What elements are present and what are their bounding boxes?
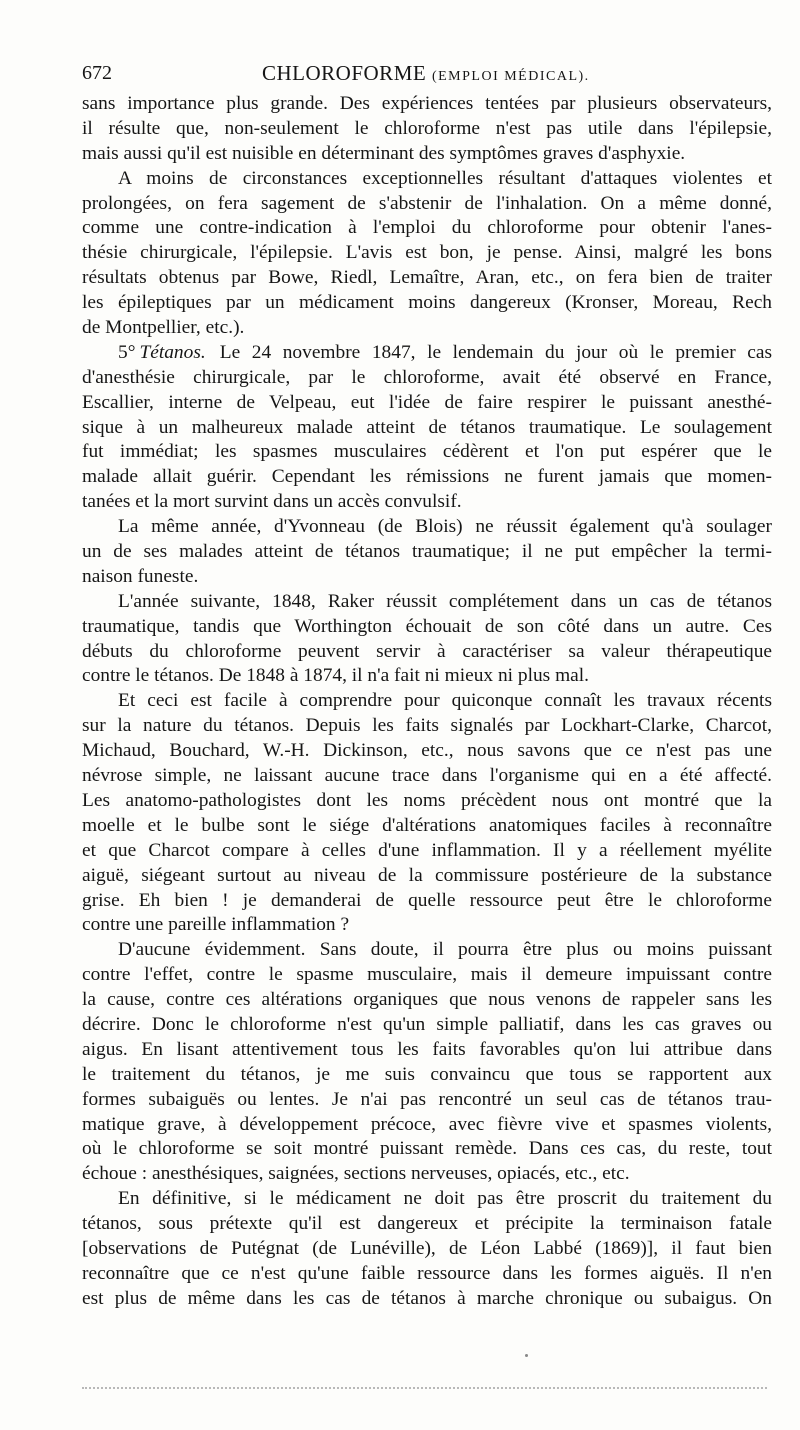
text-line: traumatique, tandis que Worthington échouait de son côté dans un autre. Ces [82, 615, 772, 637]
page-bottom-rule [82, 1387, 767, 1389]
text-line: comme une contre-indication à l'emploi du chloroforme pour obtenir l'anes- [82, 217, 772, 239]
text-line: malade allait guérir. Cependant les rémissions ne furent jamais que momen- [82, 466, 772, 488]
text-line: où le chloroforme se soit montré puissant remède. Dans ces cas, du reste, tout [82, 1138, 772, 1160]
running-title [262, 56, 590, 94]
section-number: 5° [118, 341, 136, 363]
text-line: tanées et la mort survint dans un accès convulsif. [82, 491, 462, 513]
text-line: échoue : anesthésiques, saignées, sections nerveuses, opiacés, etc., etc. [82, 1163, 630, 1185]
paragraph-first-line: D'aucune évidemment. Sans doute, il pourra être plus ou moins puissant [118, 939, 772, 961]
text-line: matique grave, à développement précoce, avec fièvre vive et spasmes violents, [82, 1113, 772, 1135]
paragraph-first-line: La même année, d'Yvonneau (de Blois) ne réussit également qu'à soulager [118, 516, 772, 538]
paragraph-first-line: En définitive, si le médicament ne doit pas être proscrit du traitement du [118, 1188, 772, 1210]
text-line: contre l'effet, contre le spasme musculaire, mais il demeure impuissant contre [82, 964, 772, 986]
text-line: un de ses malades atteint de tétanos traumatique; il ne put empêcher la termi- [82, 541, 772, 563]
print-speck [525, 1354, 528, 1357]
text-line: formes subaiguës ou lentes. Je n'ai pas rencontré un seul cas de tétanos trau- [82, 1088, 772, 1110]
text-line: d'anesthésie chirurgicale, par le chloroforme, avait été observé en France, [82, 366, 772, 388]
text-line: grise. Eh bien ! je demanderai de quelle ressource peut être le chloroforme [82, 889, 772, 911]
section-first-line-text: Le 24 novembre 1847, le lendemain du jour où le premier cas [219, 341, 772, 363]
running-title-subtitle: (EMPLOI MÉDICAL). [431, 69, 590, 84]
paragraph-first-line: Et ceci est facile à comprendre pour quiconque connaît les travaux récents [118, 690, 772, 712]
text-line: aiguë, siégeant surtout au niveau de la commissure postérieure de la substance [82, 864, 772, 886]
text-line: reconnaître que ce n'est qu'une faible ressource dans les formes aiguës. Il n'en [82, 1262, 772, 1284]
text-line: contre le tétanos. De 1848 à 1874, il n'a fait ni mieux ni plus mal. [82, 665, 589, 687]
paragraph-first-line: A moins de circonstances exceptionnelles résultant d'attaques violentes et [118, 167, 772, 189]
text-line: tétanos, sous prétexte qu'il est dangereux et précipite la terminaison fatale [82, 1213, 772, 1235]
text-line: naison funeste. [82, 565, 199, 587]
text-line: Michaud, Bouchard, W.-H. Dickinson, etc., nous savons que ce n'est pas une [82, 740, 772, 762]
section-heading-line [82, 341, 772, 366]
text-line: débuts du chloroforme peuvent servir à caractériser sa valeur thérapeutique [82, 640, 772, 662]
text-line: fut immédiat; les spasmes musculaires cédèrent et l'on put espérer que le [82, 441, 772, 463]
text-line: il résulte que, non-seulement le chloroforme n'est pas utile dans l'épilepsie, [82, 117, 772, 139]
text-line: de Montpellier, etc.). [82, 317, 245, 339]
text-line: Escallier, interne de Velpeau, eut l'idée de faire respirer le puissant anesthé- [82, 391, 772, 413]
paragraph-first-line: L'année suivante, 1848, Raker réussit complétement dans un cas de tétanos [118, 590, 772, 612]
text-line: thésie chirurgicale, l'épilepsie. L'avis est bon, je pense. Ainsi, malgré les bons [82, 242, 772, 264]
text-line: est plus de même dans les cas de tétanos à marche chronique ou subaigus. On [82, 1287, 772, 1309]
section-title: Tétanos. [139, 341, 206, 363]
text-line: les épileptiques par un médicament moins dangereux (Kronser, Moreau, Rech [82, 292, 772, 314]
text-line: la cause, contre ces altérations organiques que nous venons de rappeler sans les [82, 989, 772, 1011]
text-line: prolongées, on fera sagement de s'abstenir de l'inhalation. On a même donné, [82, 192, 772, 214]
text-line: névrose simple, ne laissant aucune trace dans l'organisme qui en a été affecté. [82, 765, 772, 787]
text-line: Les anatomo-pathologistes dont les noms précèdent nous ont montré que la [82, 789, 772, 811]
text-line: sique à un malheureux malade atteint de tétanos traumatique. Le soulagement [82, 416, 772, 438]
text-line: décrire. Donc le chloroforme n'est qu'un simple palliatif, dans les cas graves ou [82, 1013, 772, 1035]
text-line: résultats obtenus par Bowe, Riedl, Lemaître, Aran, etc., on fera bien de traiter [82, 267, 772, 289]
text-line: mais aussi qu'il est nuisible en déterminant des symptômes graves d'asphyxie. [82, 142, 686, 164]
running-title-main: CHLOROFORME [262, 61, 427, 85]
text-line: sur la nature du tétanos. Depuis les faits signalés par Lockhart-Clarke, Charcot, [82, 715, 772, 737]
text-line: le traitement du tétanos, je me suis convaincu que tous se rapportent aux [82, 1063, 772, 1085]
body-text [82, 92, 772, 1312]
text-line: et que Charcot compare à celles d'une inflammation. Il y a réellement myélite [82, 839, 772, 861]
text-line: sans importance plus grande. Des expériences tentées par plusieurs observateurs, [82, 93, 772, 114]
text-line: moelle et le bulbe sont le siége d'altérations anatomiques faciles à reconnaître [82, 814, 772, 836]
page-number: 672 [82, 62, 112, 84]
text-line: [observations de Putégnat (de Lunéville), de Léon Labbé (1869)], il faut bien [82, 1237, 772, 1259]
text-line: contre une pareille inflammation ? [82, 914, 350, 936]
text-line: aigus. En lisant attentivement tous les faits favorables qu'on lui attribue dans [82, 1038, 772, 1060]
running-header [82, 56, 772, 90]
